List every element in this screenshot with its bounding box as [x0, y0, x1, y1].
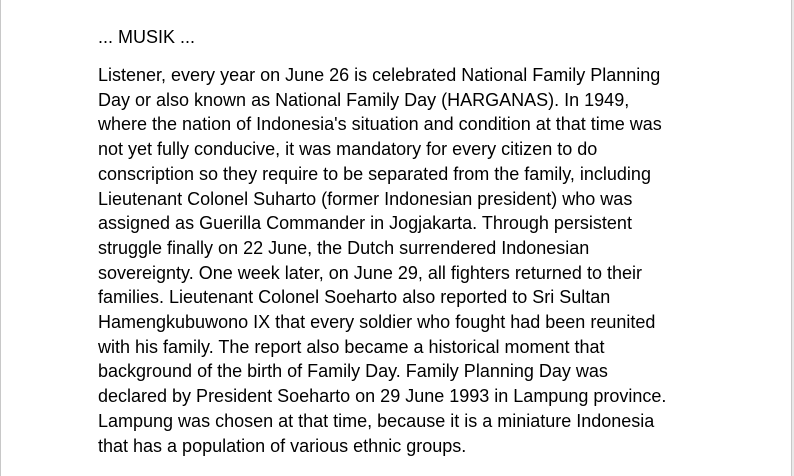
- paragraph-line: not yet fully conducive, it was mandatory for every citizen to do: [98, 139, 598, 160]
- paragraph-line: struggle finally on 22 June, the Dutch surrendered Indonesian: [98, 237, 590, 258]
- paragraph-line: families. Lieutenant Colonel Soeharto also reported to Sri Sultan: [98, 287, 611, 308]
- section-heading: ... MUSIK ...: [98, 27, 196, 47]
- paragraph-line: Hamengkubuwono IX that every soldier who fought had been reunited: [98, 312, 656, 333]
- paragraph-line: that has a population of various ethnic groups.: [98, 435, 467, 456]
- paragraph-line: Lieutenant Colonel Suharto (former Indonesian president) who was: [98, 188, 633, 209]
- paragraph-line: Day or also known as National Family Day (HARGANAS). In 1949,: [98, 89, 630, 110]
- paragraph-line: declared by President Soeharto on 29 June 1993 in Lampung province.: [98, 386, 667, 407]
- body-paragraph: [98, 63, 698, 458]
- document-content: [98, 25, 698, 458]
- paragraph-line: sovereignty. One week later, on June 29, all fighters returned to their: [98, 262, 642, 283]
- paragraph-line: conscription so they require to be separated from the family, including: [98, 163, 651, 184]
- paragraph-line: Lampung was chosen at that time, because it is a miniature Indonesia: [98, 410, 655, 431]
- paragraph-line: assigned as Guerilla Commander in Jogjakarta. Through persistent: [98, 213, 632, 234]
- paragraph-line: background of the birth of Family Day. Family Planning Day was: [98, 361, 608, 382]
- paragraph-line: with his family. The report also became a historical moment that: [98, 336, 605, 357]
- paragraph-line: Listener, every year on June 26 is celebrated National Family Planning: [98, 65, 661, 85]
- paragraph-line: where the nation of Indonesia's situation and condition at that time was: [98, 114, 662, 135]
